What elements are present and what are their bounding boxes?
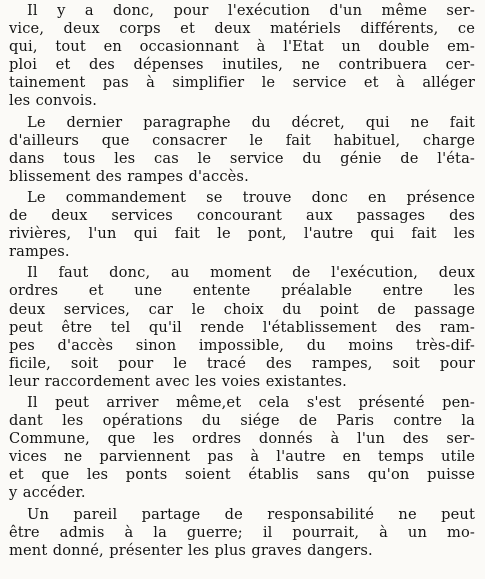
text-line: Il y a donc, pour l'exécution d'un même ser-: [27, 2, 475, 19]
paragraph-3: [9, 189, 475, 261]
text-line: Il peut arriver même,et cela s'est présenté pen-: [27, 393, 475, 411]
text-line: être admis à la guerre; il pourrait, à un mo-: [9, 523, 475, 541]
article-column: [9, 2, 475, 560]
paragraph-6: [9, 506, 475, 560]
text-line: deux services, car le choix du point de passage: [9, 300, 475, 318]
text-line: dans tous les cas le service du génie de l'éta-: [9, 149, 475, 167]
paragraph-5: [9, 394, 475, 503]
text-line: tainement pas à simplifier le service et à alléger: [9, 74, 475, 92]
text-line: blissement des rampes d'accès.: [9, 167, 249, 185]
text-line: peut être tel qu'il rende l'établissement des ram-: [9, 318, 475, 336]
paragraph-1: [9, 2, 475, 111]
text-line: d'ailleurs que consacrer le fait habituel, charge: [9, 131, 475, 149]
text-line: ploi et des dépenses inutiles, ne contribuera cer-: [9, 56, 475, 74]
text-line: ordres et une entente préalable entre les: [9, 282, 475, 300]
text-line: Le dernier paragraphe du décret, qui ne fait: [27, 113, 475, 131]
text-line: ficile, soit pour le tracé des rampes, soit pour: [9, 354, 475, 372]
text-line: vices ne parviennent pas à l'autre en temps utile: [9, 448, 475, 466]
text-line: de deux services concourant aux passages des: [9, 207, 475, 225]
paragraph-4: [9, 264, 475, 391]
text-line: Il faut donc, au moment de l'exécution, deux: [27, 264, 475, 282]
text-line: y accéder.: [9, 484, 86, 502]
scan-edge: [0, 573, 485, 579]
text-line: pes d'accès sinon impossible, du moins très-dif-: [9, 336, 475, 354]
text-line: rampes.: [9, 243, 70, 261]
text-line: et que les ponts soient établis sans qu'on puisse: [9, 466, 475, 484]
text-line: Commune, que les ordres donnés à l'un des ser-: [9, 430, 475, 448]
text-line: dant les opérations du siége de Paris contre la: [9, 412, 475, 430]
text-line: vice, deux corps et deux matériels différents, ce: [9, 20, 475, 38]
text-line: Un pareil partage de responsabilité ne peut: [27, 505, 475, 523]
text-line: rivières, l'un qui fait le pont, l'autre qui fait les: [9, 225, 475, 243]
text-line: ment donné, présenter les plus graves dangers.: [9, 541, 373, 559]
text-line: qui, tout en occasionnant à l'Etat un double em-: [9, 38, 475, 56]
text-line: Le commandement se trouve donc en présence: [27, 188, 475, 206]
text-line: leur raccordement avec les voies existantes.: [9, 372, 347, 390]
paragraph-2: [9, 114, 475, 186]
text-line: les convois.: [9, 92, 98, 110]
